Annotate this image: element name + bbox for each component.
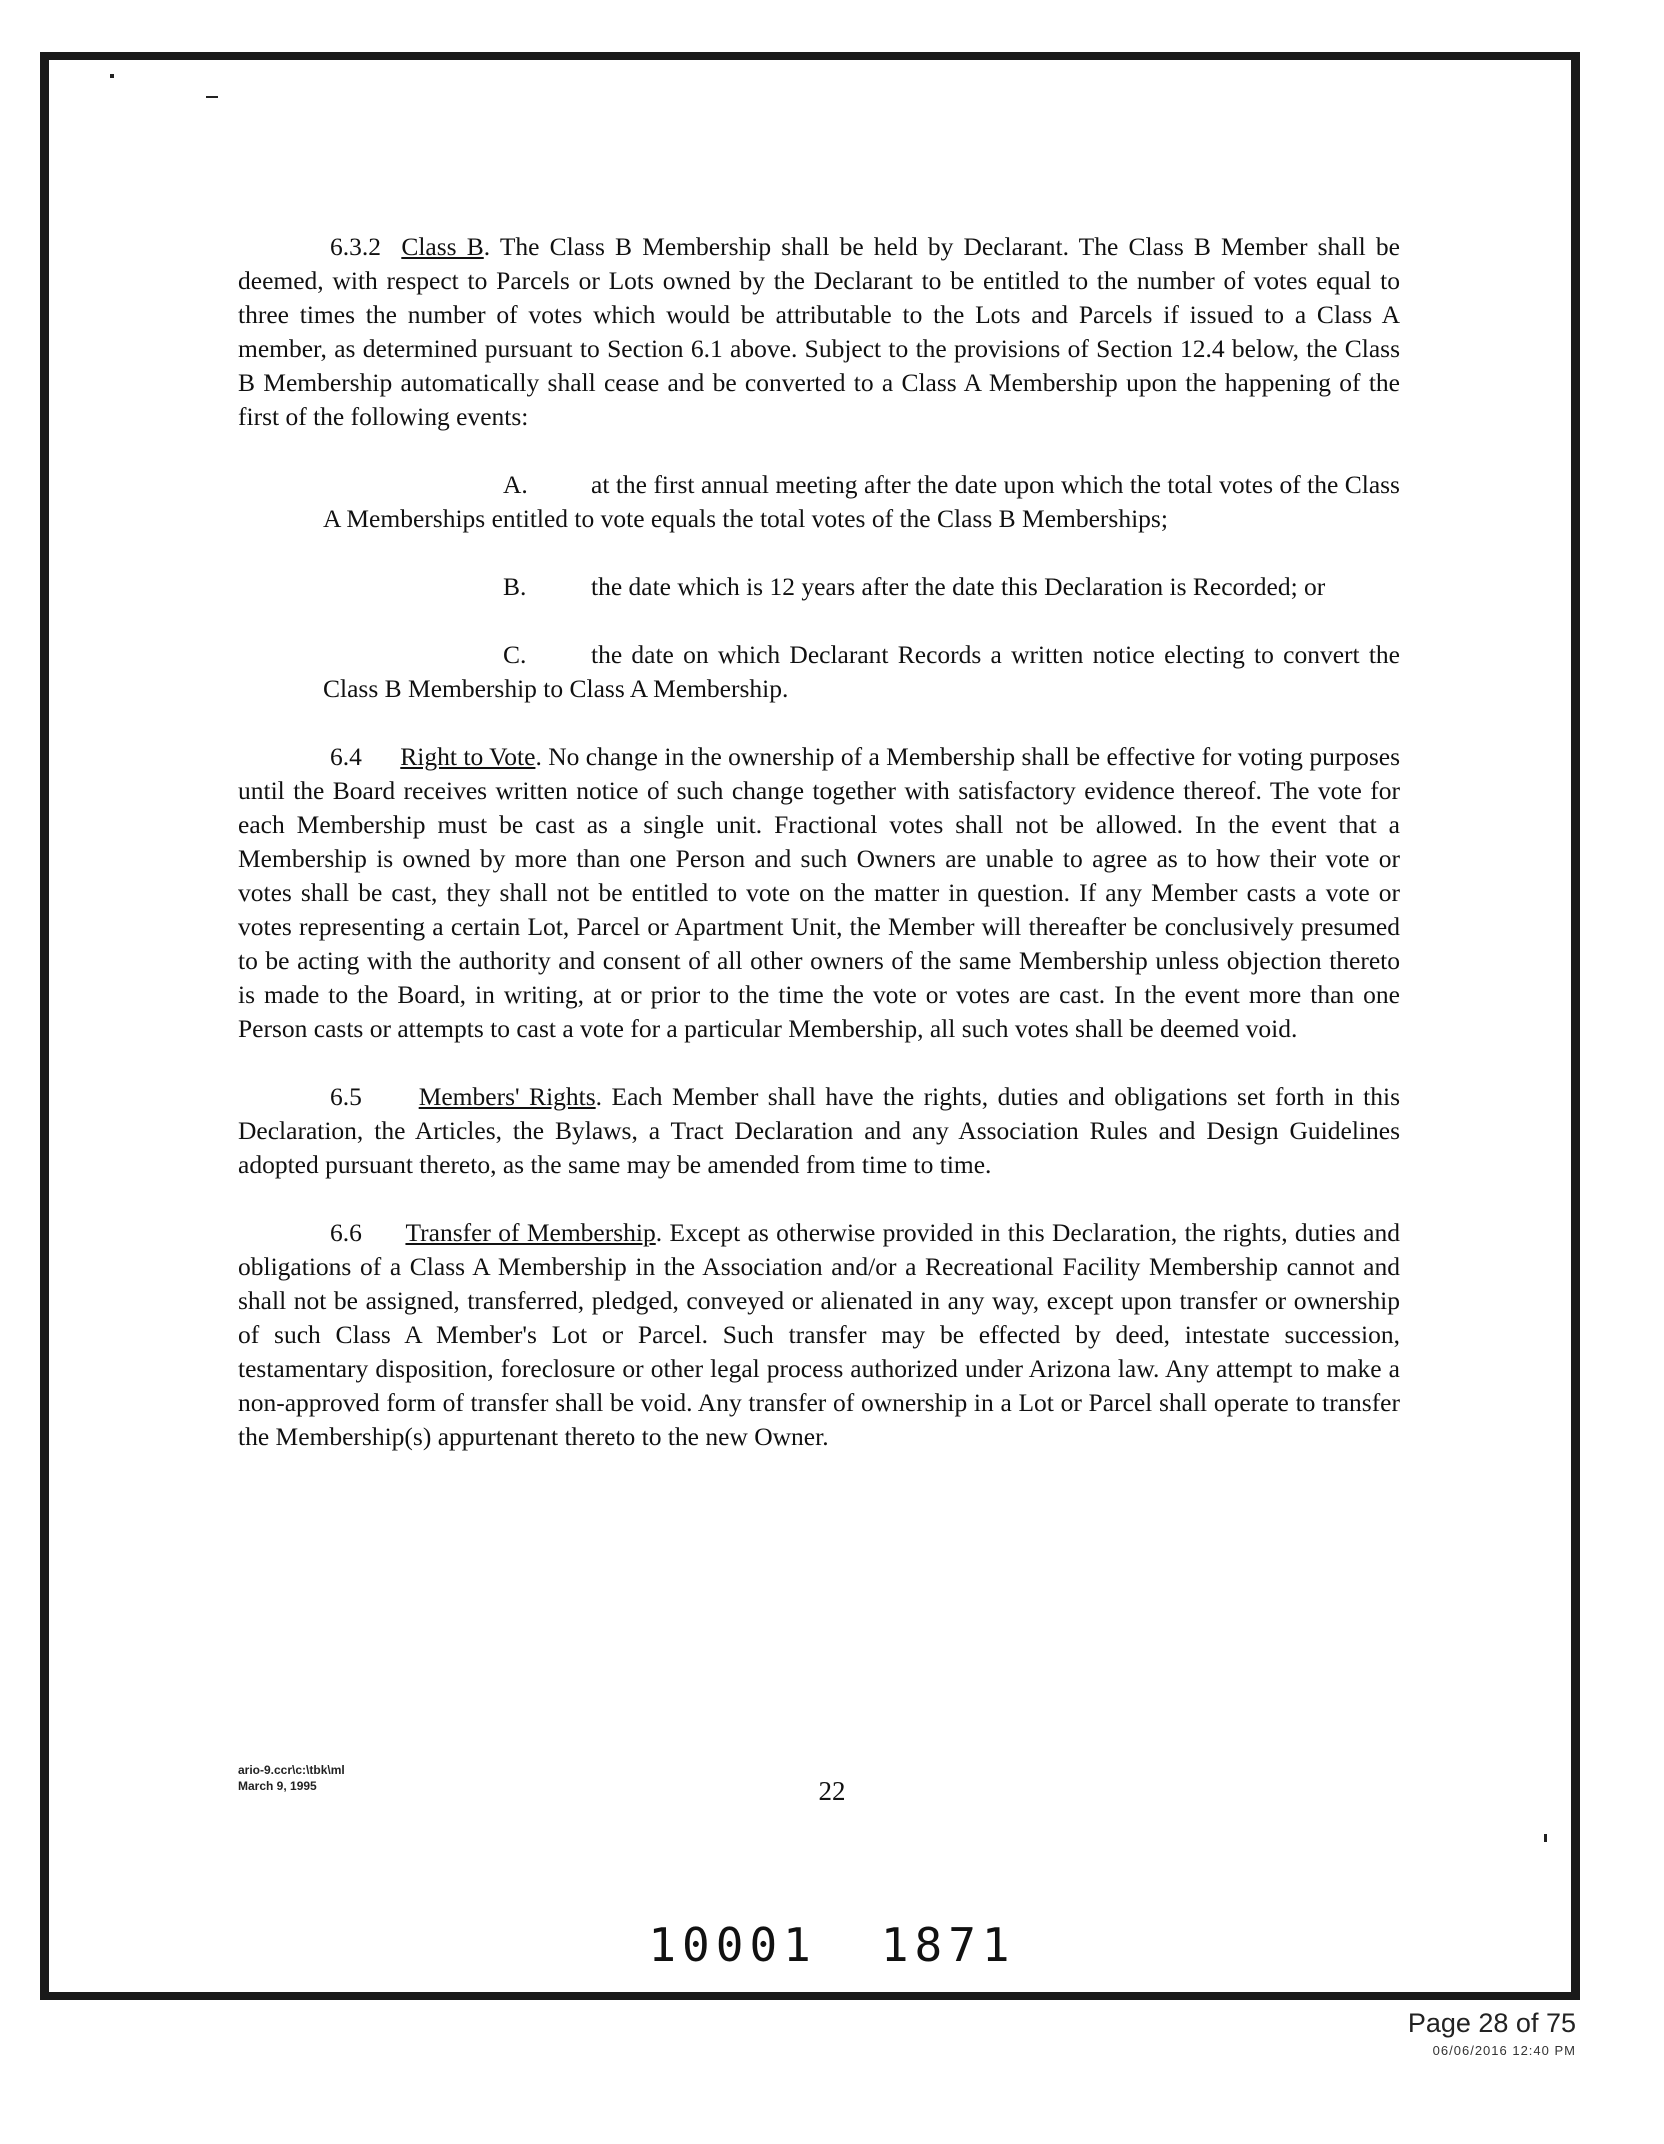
list-item-b xyxy=(238,570,1400,604)
recording-stamp xyxy=(0,1918,1664,1972)
print-timestamp: 06/06/2016 12:40 PM xyxy=(1432,2043,1576,2058)
section-text: . No change in the ownership of a Membership shall be effective for voting purposes until the Board receives written notice of such change together with satisfactory evidence thereof. The vote for each Membership must be cast as a single unit. Fractional votes shall not be allowed. In the event that a Membership is owned by more than one Person and such Owners are unable to agree as to how their vote or votes shall be cast, they shall not be entitled to vote on the matter in question. If any Member casts a vote or votes representing a certain Lot, Parcel or Apartment Unit, the Member will thereafter be conclusively presumed to be acting with the authority and consent of all other owners of the same Membership unless objection thereto is made to the Board, in writing, at or prior to the time the vote or votes are cast. In the event more than one Person casts or attempts to cast a vote for a particular Membership, all such votes shall be deemed void. xyxy=(238,742,1400,1043)
stamp-page: 1871 xyxy=(880,1918,1016,1972)
section-heading: Transfer of Membership xyxy=(405,1218,656,1247)
list-item-a xyxy=(238,468,1400,536)
document-date: March 9, 1995 xyxy=(238,1779,317,1793)
section-text: . Except as otherwise provided in this Declaration, the rights, duties and obligations of a Class A Membership in the Association and/or a Recreational Facility Membership cannot and shall not be assigned, transferred, pledged, conveyed or alienated in any way, except upon transfer or ownership of such Class A Member's Lot or Parcel. Such transfer may be effected by deed, intestate succession, testamentary disposition, foreclosure or other legal process authorized under Arizona law. Any attempt to make a non-approved form of transfer shall be void. Any transfer of ownership in a Lot or Parcel shall operate to transfer the Membership(s) appurtenant thereto to the new Owner. xyxy=(238,1218,1400,1451)
section-heading: Right to Vote xyxy=(400,742,536,771)
scan-speck xyxy=(206,96,218,98)
section-text: . The Class B Membership shall be held by Declarant. The Class B Member shall be deemed, with respect to Parcels or Lots owned by the Declarant to be entitled to the number of votes equal to three times the number of votes which would be attributable to the Lots and Parcels if issued to a Class A member, as determined pursuant to Section 6.1 above. Subject to the provisions of Section 12.4 below, the Class B Membership automatically shall cease and be converted to a Class A Membership upon the happening of the first of the following events: xyxy=(238,232,1400,431)
item-text: the date on which Declarant Records a written notice electing to convert the Class B Membership to Class A Membership. xyxy=(323,640,1400,703)
section-number: 6.3.2 xyxy=(330,232,381,261)
file-reference: ario-9.ccr\c:\tbk\ml xyxy=(238,1763,345,1777)
list-item-c xyxy=(238,638,1400,706)
section-number: 6.6 xyxy=(330,1218,362,1247)
item-text: at the first annual meeting after the date upon which the total votes of the Class A Memberships entitled to vote equals the total votes of the Class B Memberships; xyxy=(323,470,1400,533)
section-6-4 xyxy=(238,740,1400,1046)
item-letter: B. xyxy=(503,572,527,601)
page-number: 22 xyxy=(818,1776,846,1806)
section-heading: Members' Rights xyxy=(418,1082,596,1111)
section-6-6 xyxy=(238,1216,1400,1454)
stamp-book: 10001 xyxy=(648,1918,817,1972)
section-heading: Class B xyxy=(401,232,484,261)
item-text: the date which is 12 years after the date this Declaration is Recorded; or xyxy=(591,572,1326,601)
section-number: 6.5 xyxy=(330,1082,362,1111)
section-6-5 xyxy=(238,1080,1400,1182)
section-text: . Each Member shall have the rights, duties and obligations set forth in this Declaration, the Articles, the Bylaws, a Tract Declaration and any Association Rules and Design Guidelines adopted pursuant thereto, as the same may be amended from time to time. xyxy=(238,1082,1401,1179)
scan-speck xyxy=(110,74,114,78)
scan-speck xyxy=(1544,1834,1547,1842)
item-letter: C. xyxy=(503,640,527,669)
page-of-indicator: Page 28 of 75 xyxy=(1407,2008,1576,2038)
item-letter: A. xyxy=(503,470,528,499)
section-number: 6.4 xyxy=(330,742,362,771)
section-6-3-2 xyxy=(238,230,1400,434)
document-body xyxy=(238,230,1400,1454)
